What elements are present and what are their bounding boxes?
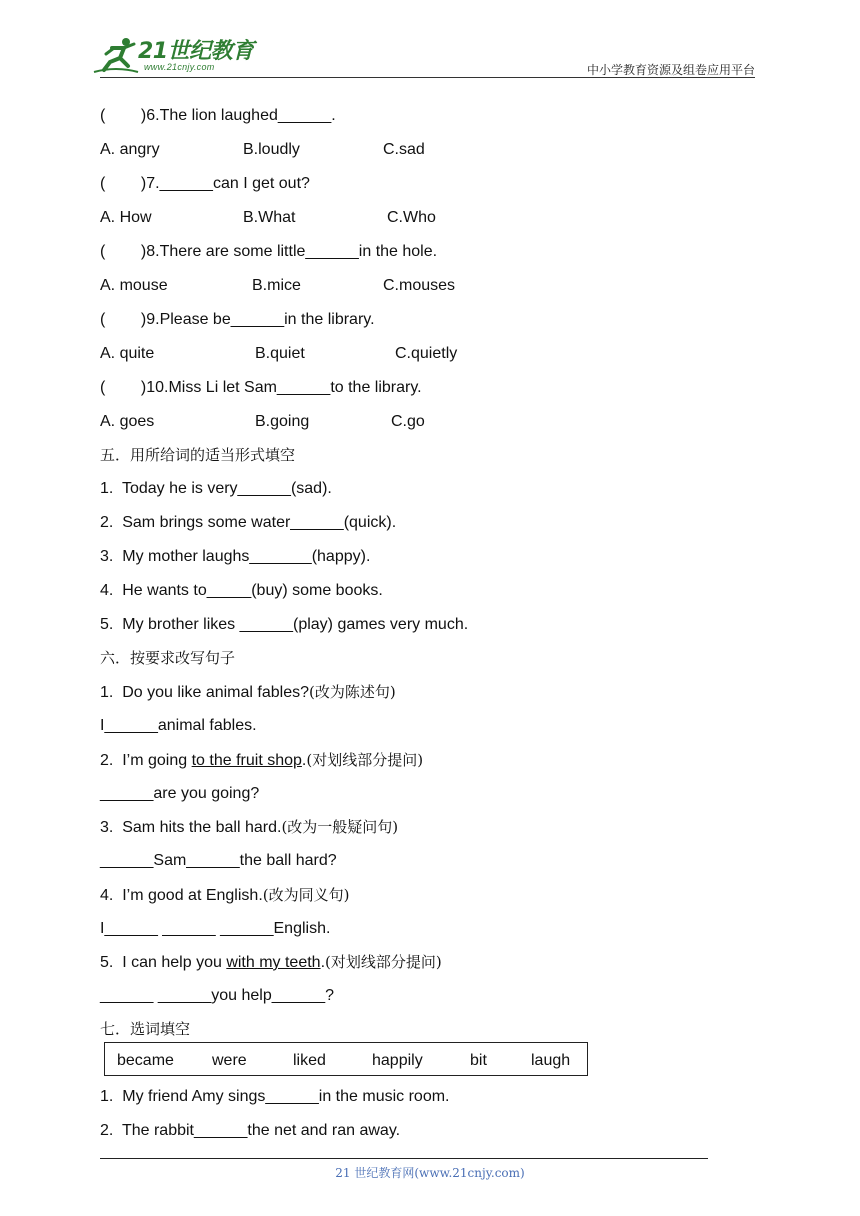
logo-text: 21世纪教育 [138, 39, 254, 64]
fill-item-1: 1. Today he is very______(sad). [100, 480, 332, 497]
rewrite-instruction: (对划线部分提问) [325, 953, 442, 971]
fill-item-2: 2. Sam brings some water______(quick). [100, 514, 397, 531]
mc-question-10: ( )10.Miss Li let Sam______to the library. [100, 379, 422, 396]
footer-divider [100, 1158, 708, 1159]
fill-item-4: 4. He wants to_____(buy) some books. [100, 582, 383, 599]
rewrite-sentence-post: . [301, 752, 307, 769]
rewrite-answer-3: ______Sam______the ball hard? [100, 852, 337, 869]
mc-question-8: ( )8.There are some little______in the hole. [100, 243, 438, 260]
rewrite-instruction: (改为同义句) [262, 886, 350, 904]
section-6-title: 六．按要求改写句子 [100, 649, 236, 667]
rewrite-instruction: (改为陈述句) [309, 683, 396, 701]
mc-option-b: B.What [243, 209, 296, 226]
mc-option-a: A. angry [100, 141, 160, 158]
mc-question-9: ( )9.Please be______in the library. [100, 311, 375, 328]
rewrite-instruction: (对划线部分提问) [306, 751, 424, 769]
section-5-title: 五．用所给词的适当形式填空 [100, 446, 296, 464]
word-bank-word: bit [470, 1052, 487, 1069]
fill-item-3: 3. My mother laughs_______(happy). [100, 548, 371, 565]
underlined-phrase: to the fruit shop [191, 752, 302, 769]
footer-source: 21 世纪教育网(www.21cnjy.com) [335, 1166, 525, 1180]
mc-option-b: B.mice [252, 277, 301, 294]
mc-option-b: B.quiet [255, 345, 305, 362]
header-divider [100, 77, 755, 78]
word-bank-word: laugh [531, 1052, 571, 1069]
mc-option-a: A. How [100, 209, 152, 226]
rewrite-answer-2: ______are you going? [100, 785, 260, 802]
mc-option-c: C.Who [387, 209, 436, 226]
mc-option-b: B.loudly [243, 141, 300, 158]
rewrite-question-2 [100, 750, 423, 771]
rewrite-sentence: 3. Sam hits the ball hard. [100, 819, 282, 836]
mc-option-a: A. goes [100, 413, 155, 430]
word-bank-word: became [117, 1052, 174, 1069]
mc-question-7: ( )7.______can I get out? [100, 175, 310, 192]
mc-option-a: A. mouse [100, 277, 168, 294]
fill-item-5: 5. My brother likes ______(play) games very much. [100, 616, 469, 633]
word-bank-word: liked [293, 1052, 326, 1069]
mc-option-c: C.go [391, 413, 425, 430]
rewrite-answer-1: I______animal fables. [100, 717, 257, 734]
mc-option-c: C.sad [383, 141, 425, 158]
underlined-phrase: with my teeth [226, 954, 321, 971]
rewrite-sentence: 1. Do you like animal fables? [100, 684, 309, 701]
mc-question-6: ( )6.The lion laughed______. [100, 107, 336, 124]
page-header [0, 0, 860, 80]
rewrite-sentence-pre: 2. I’m going [100, 752, 192, 769]
section-7-title: 七．选词填空 [100, 1020, 191, 1038]
rewrite-sentence: 4. I’m good at English. [100, 887, 263, 904]
word-fill-item-1: 1. My friend Amy sings______in the music room. [100, 1088, 450, 1105]
rewrite-question-4 [100, 885, 349, 906]
word-bank-word: happily [372, 1052, 423, 1069]
rewrite-question-3 [100, 817, 398, 838]
mc-option-c: C.quietly [395, 345, 458, 362]
rewrite-question-1 [100, 682, 396, 703]
rewrite-sentence-pre: 5. I can help you [100, 954, 227, 971]
runner-icon [92, 36, 140, 76]
header-tagline: 中小学教育资源及组卷应用平台 [586, 63, 755, 77]
word-bank-box [104, 1042, 588, 1076]
word-bank-word: were [212, 1052, 247, 1069]
logo-url: www.21cnjy.com [144, 62, 215, 72]
mc-option-b: B.going [255, 413, 310, 430]
rewrite-question-5 [100, 952, 442, 973]
rewrite-answer-5: ______ ______you help______? [100, 987, 335, 1004]
mc-option-a: A. quite [100, 345, 155, 362]
site-logo [92, 36, 262, 78]
rewrite-instruction: (改为一般疑问句) [281, 818, 399, 836]
mc-option-c: C.mouses [383, 277, 456, 294]
word-fill-item-2: 2. The rabbit______the net and ran away. [100, 1122, 401, 1139]
rewrite-sentence-post: . [320, 954, 326, 971]
rewrite-answer-4: I______ ______ ______English. [100, 920, 331, 937]
